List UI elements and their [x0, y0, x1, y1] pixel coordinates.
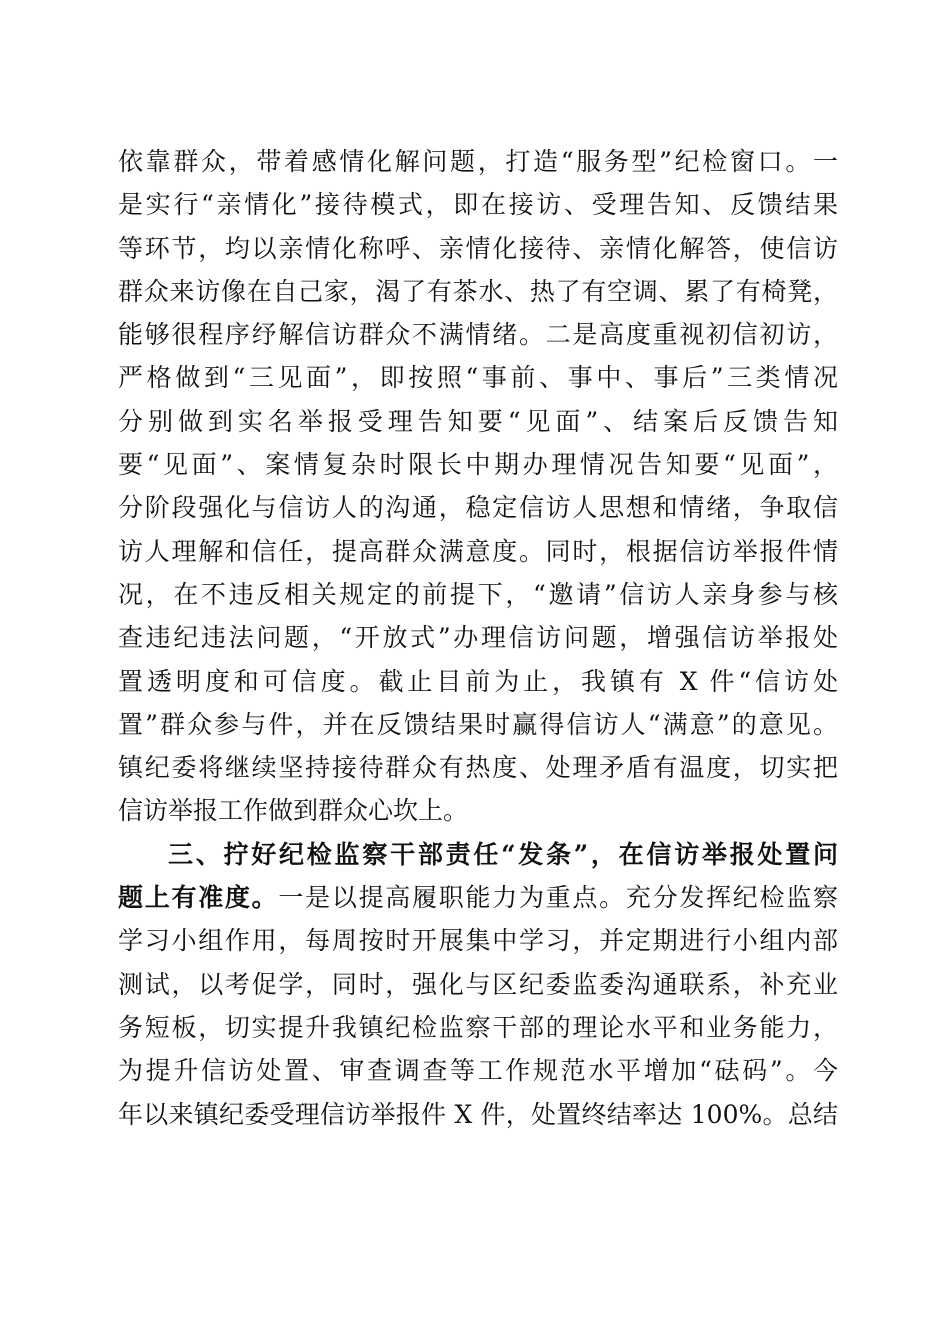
text-line: 况，在不违反相关规定的前提下，“邀请”信访人亲身参与核	[118, 579, 838, 609]
text-run: 一是以提高履职能力为重点。充分发挥纪检监察	[278, 883, 838, 913]
text-line: 要“见面”、案情复杂时限长中期办理情况告知要“见面”，	[118, 450, 838, 480]
text-line: 查违纪违法问题，“开放式”办理信访问题，增强信访举报处	[118, 623, 838, 653]
paragraph-section-three	[118, 833, 838, 1136]
text-line	[118, 876, 838, 919]
text-line: 置”群众参与件，并在反馈结果时赢得信访人“满意”的意见。	[118, 709, 838, 739]
text-line: 分阶段强化与信访人的沟通，稳定信访人思想和情绪，争取信	[118, 493, 838, 523]
document-body	[118, 140, 838, 1136]
text-line: 能够很程序纾解信访群众不满情绪。二是高度重视初信初访，	[118, 320, 838, 350]
text-line: 为提升信访处置、审查调查等工作规范水平增加“砝码”。今	[118, 1056, 838, 1086]
text-line: 镇纪委将继续坚持接待群众有热度、处理矛盾有温度，切实把	[118, 753, 838, 783]
section-heading-end: 题上有准度。	[118, 883, 279, 913]
text-line: 年以来镇纪委受理信访举报件 X 件，处置终结率达 100%。总结	[118, 1099, 838, 1129]
text-line: 群众来访像在自己家，渴了有茶水、热了有空调、累了有椅凳，	[118, 276, 838, 306]
text-line: 严格做到“三见面”，即按照“事前、事中、事后”三类情况	[118, 363, 838, 393]
text-line: 信访举报工作做到群众心坎上。	[118, 796, 469, 826]
text-line: 务短板，切实提升我镇纪检监察干部的理论水平和业务能力，	[118, 1012, 838, 1042]
paragraph-service-window	[118, 140, 838, 833]
text-line: 依靠群众，带着感情化解问题，打造“服务型”纪检窗口。一	[118, 147, 838, 176]
text-line: 学习小组作用，每周按时开展集中学习，并定期进行小组内部	[118, 926, 838, 956]
text-line: 访人理解和信任，提高群众满意度。同时，根据信访举报件情	[118, 536, 838, 566]
text-line: 分别做到实名举报受理告知要“见面”、结案后反馈告知	[118, 406, 838, 436]
text-line: 测试，以考促学，同时，强化与区纪委监委沟通联系，补充业	[118, 969, 838, 999]
text-line: 等环节，均以亲情化称呼、亲情化接待、亲情化解答，使信访	[118, 233, 838, 263]
text-line: 置透明度和可信度。截止目前为止，我镇有 X 件“信访处	[118, 666, 838, 696]
section-heading: 三、拧好纪检监察干部责任“发条”，在信访举报处置问	[168, 839, 838, 869]
text-line: 是实行“亲情化”接待模式，即在接访、受理告知、反馈结果	[118, 190, 838, 220]
